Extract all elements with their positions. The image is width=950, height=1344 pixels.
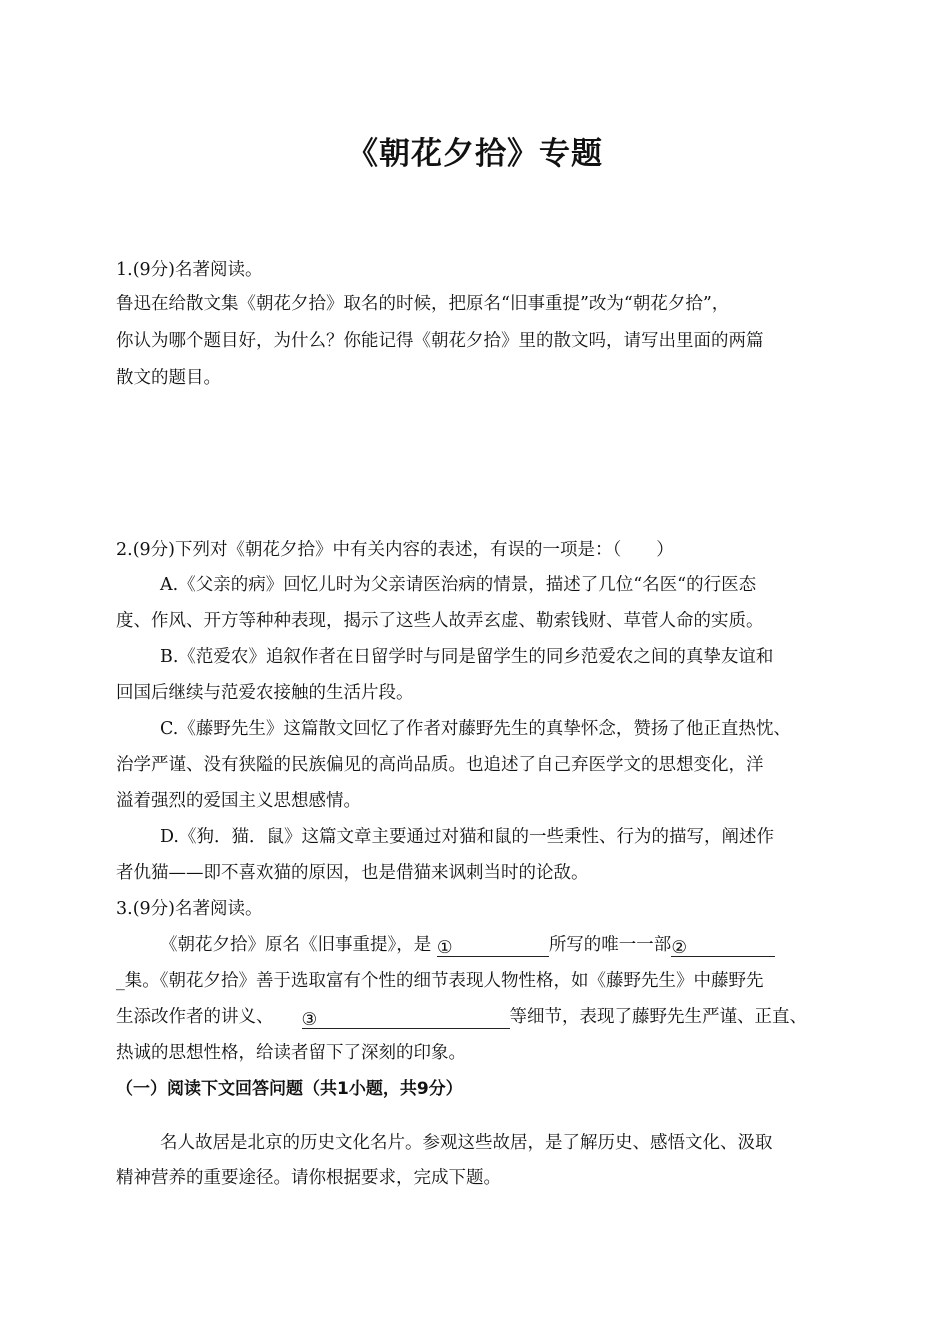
q2-option-d-cont: 者仇猫——即不喜欢猫的原因，也是借猫来讽刺当时的论敌。 xyxy=(116,863,589,883)
page-title: 《朝花夕拾》专题 xyxy=(347,136,603,172)
passage-line: 名人故居是北京的历史文化名片。参观这些故居，是了解历史、感悟文化、汲取 xyxy=(160,1133,773,1153)
q1-text-line: 你认为哪个题目好，为什么？你能记得《朝花夕拾》里的散文吗，请写出里面的两篇 xyxy=(116,331,764,351)
q2-option-b: B.《范爱农》追叙作者在日留学时与同是留学生的同乡范爱农之间的真挚友谊和 xyxy=(160,647,774,667)
q2-option-c-cont: 溢着强烈的爱国主义思想感情。 xyxy=(116,791,361,811)
q1-text-line: 鲁迅在给散文集《朝花夕拾》取名的时候，把原名“旧事重提”改为“朝花夕拾”， xyxy=(116,294,730,314)
q2-option-a-cont: 度、作风、开方等种种表现，揭示了这些人故弄玄虚、勒索钱财、草菅人命的实质。 xyxy=(116,611,764,631)
q3-line xyxy=(116,1005,846,1029)
q2-option-c-cont: 治学严谨、没有狭隘的民族偏见的高尚品质。也追述了自己弃医学文的思想变化，洋 xyxy=(116,755,764,775)
q2-option-b-cont: 回国后继续与范爱农接触的生活片段。 xyxy=(116,683,414,703)
fill-blank-2[interactable]: ② xyxy=(671,936,775,957)
passage-line: 精神营养的重要途径。请你根据要求，完成下题。 xyxy=(116,1168,501,1188)
q3-line xyxy=(160,933,850,957)
q3-text: 所写的唯一一部 xyxy=(548,935,672,955)
q3-text: 《朝花夕拾》原名《旧事重提》，是 xyxy=(160,935,437,955)
q3-text: 等细节，表现了藤野先生严谨、正直、 xyxy=(509,1007,807,1027)
q2-option-a: A.《父亲的病》回忆儿时为父亲请医治病的情景，描述了几位“名医“的行医态 xyxy=(160,575,757,595)
q2-option-d: D.《狗．猫．鼠》这篇文章主要通过对猫和鼠的一些秉性、行为的描写，阐述作 xyxy=(160,827,774,847)
fill-blank-1[interactable]: ① xyxy=(437,936,549,957)
q2-option-c: C.《藤野先生》这篇散文回忆了作者对藤野先生的真挚怀念，赞扬了他正直热忱、 xyxy=(160,719,791,739)
section-heading: （一）阅读下文回答问题（共1小题，共9分） xyxy=(116,1079,463,1099)
fill-blank-3[interactable]: ③ xyxy=(302,1008,510,1029)
q1-header: 1.(9分)名著阅读。 xyxy=(116,260,263,280)
q3-line: 热诚的思想性格，给读者留下了深刻的印象。 xyxy=(116,1043,466,1063)
q3-header: 3.(9分)名著阅读。 xyxy=(116,899,263,919)
q1-text-line: 散文的题目。 xyxy=(116,368,221,388)
q3-text: 生添改作者的讲义、 xyxy=(116,1007,274,1027)
q3-line: _集。《朝花夕拾》善于选取富有个性的细节表现人物性格，如《藤野先生》中藤野先 xyxy=(116,971,764,991)
q2-header: 2.(9分)下列对《朝花夕拾》中有关内容的表述，有误的一项是：（ ） xyxy=(116,540,674,560)
